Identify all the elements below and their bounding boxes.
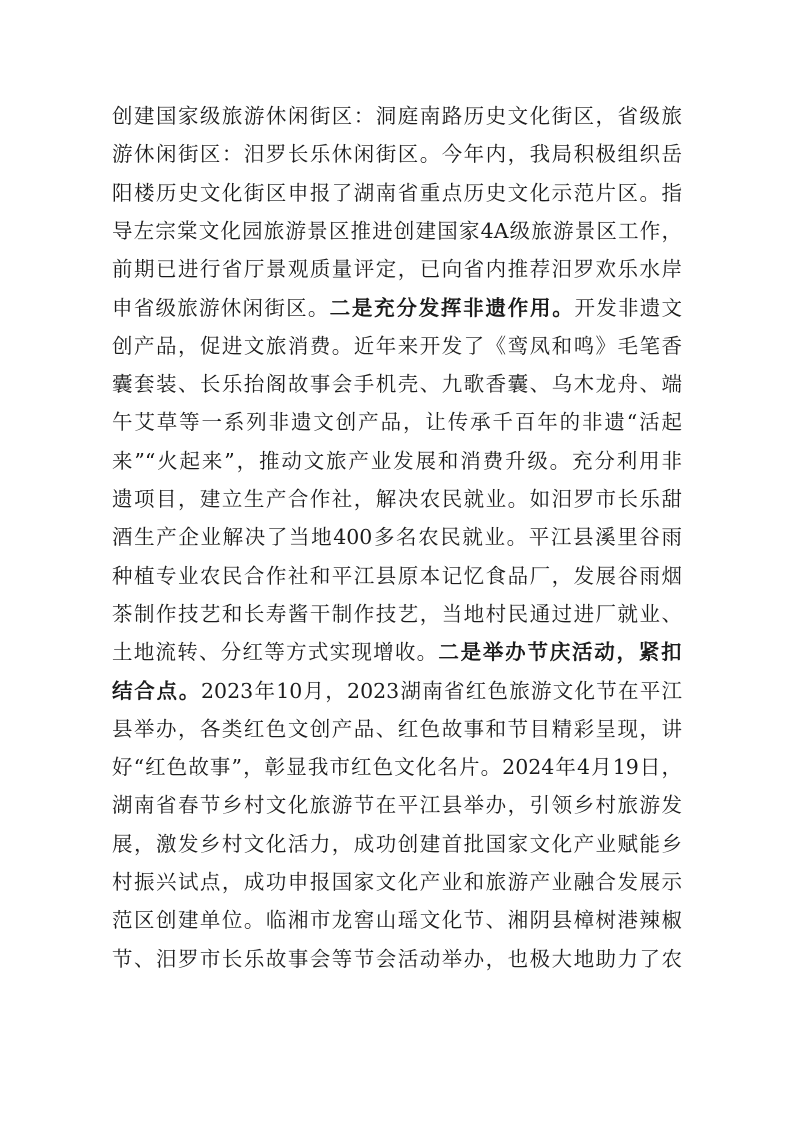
bold-heading-text: 二是充分发挥非遗作用。 [329, 296, 575, 320]
text-line [112, 559, 682, 593]
paragraph-text: 创产品，促进文旅消费。近年来开发了《鸾凤和鸣》毛笔香 [112, 334, 682, 358]
text-line [112, 137, 682, 171]
paragraph-text: 酒生产企业解决了当地400多名农民就业。平江县溪里谷雨 [112, 525, 682, 549]
paragraph-text: 好“红色故事”，彰显我市红色文化名片。2024年4月19日， [112, 755, 682, 779]
text-line [112, 903, 682, 937]
text-line [112, 788, 682, 822]
paragraph-text: 范区创建单位。临湘市龙窖山瑶文化节、湘阴县樟树港辣椒 [112, 908, 682, 932]
paragraph-text: 申省级旅游休闲街区。 [112, 296, 330, 320]
paragraph-text: 午艾草等一系列非遗文创产品，让传承千百年的非遗“活起 [112, 410, 682, 434]
text-line [112, 252, 682, 286]
paragraph-text: 2023年10月，2023湖南省红色旅游文化节在平江 [201, 679, 682, 703]
paragraph-text: 土地流转、分红等方式实现增收。 [112, 640, 439, 664]
text-line [112, 750, 682, 784]
text-line [112, 99, 682, 133]
paragraph-text: 创建国家级旅游休闲街区：洞庭南路历史文化街区，省级旅 [112, 104, 682, 128]
paragraph-text: 节、汨罗市长乐故事会等节会活动举办，也极大地助力了农 [112, 947, 682, 971]
text-line [112, 674, 682, 708]
text-line [112, 367, 682, 401]
bold-heading-text: 二是举办节庆活动，紧扣 [438, 640, 682, 664]
text-line [112, 635, 682, 669]
paragraph-text: 村振兴试点，成功申报国家文化产业和旅游产业融合发展示 [112, 870, 682, 894]
paragraph-text: 前期已进行省厅景观质量评定，已向省内推荐汨罗欢乐水岸 [112, 257, 682, 281]
text-line [112, 520, 682, 554]
text-line [112, 865, 682, 899]
paragraph-text: 遗项目，建立生产合作社，解决农民就业。如汨罗市长乐甜 [112, 487, 682, 511]
paragraph-text: 阳楼历史文化街区申报了湖南省重点历史文化示范片区。指 [112, 181, 682, 205]
text-line [112, 214, 682, 248]
text-line [112, 444, 682, 478]
paragraph-text: 游休闲街区：汨罗长乐休闲街区。今年内，我局积极组织岳 [112, 142, 682, 166]
text-line [112, 827, 682, 861]
paragraph-text: 来”“火起来”，推动文旅产业发展和消费升级。充分利用非 [112, 449, 682, 473]
text-line [112, 176, 682, 210]
paragraph-text: 县举办，各类红色文创产品、红色故事和节目精彩呈现，讲 [112, 717, 682, 741]
paragraph-text: 展，激发乡村文化活力，成功创建首批国家文化产业赋能乡 [112, 832, 682, 856]
paragraph-text: 开发非遗文 [574, 296, 682, 320]
text-line [112, 405, 682, 439]
text-line [112, 942, 682, 976]
paragraph-text: 种植专业农民合作社和平江县原本记忆食品厂，发展谷雨烟 [112, 564, 682, 588]
bold-heading-text: 结合点。 [112, 679, 202, 703]
paragraph-text: 茶制作技艺和长寿酱干制作技艺，当地村民通过进厂就业、 [112, 602, 682, 626]
paragraph-text: 囊套装、长乐抬阁故事会手机壳、九歌香囊、乌木龙舟、端 [112, 372, 682, 396]
text-line [112, 712, 682, 746]
text-line [112, 597, 682, 631]
paragraph-text: 湖南省春节乡村文化旅游节在平江县举办，引领乡村旅游发 [112, 793, 682, 817]
text-line [112, 329, 682, 363]
paragraph-text: 导左宗棠文化园旅游景区推进创建国家4A级旅游景区工作， [112, 219, 682, 243]
text-line [112, 291, 682, 325]
text-line [112, 482, 682, 516]
